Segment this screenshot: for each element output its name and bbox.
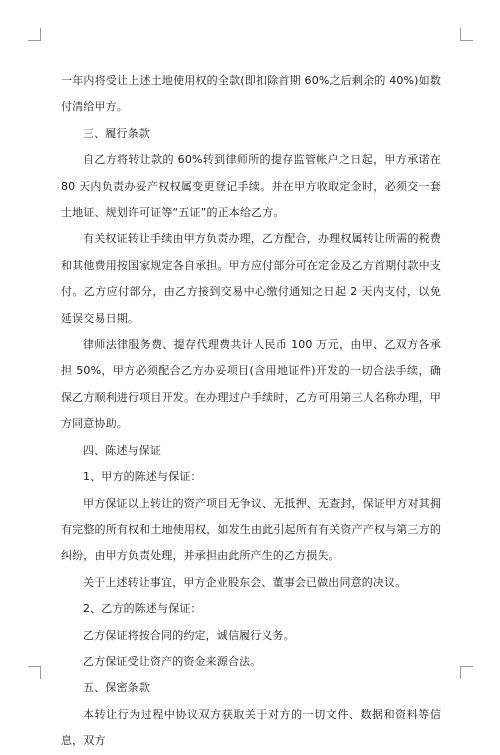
paragraph-party-b-performance: 乙方保证将按合同的约定，诚信履行义务。: [83, 628, 295, 642]
paragraph-payment-remainder: 一年内将受让上述土地使用权的全款(即扣除首期 60%之后剩余的 40%)如数付清给甲方。: [61, 74, 441, 114]
section-heading-performance: 三、履行条款: [83, 126, 150, 140]
crop-mark-bottom-left: [28, 666, 41, 679]
subheading-party-a-representations: 1、甲方的陈述与保证：: [83, 470, 202, 484]
paragraph-party-a-guarantee: 甲方保证以上转让的资产项目无争议、无抵押、无查封，保证甲方对其拥有完整的所有权和土地使用权，如发生由此引起所有有关资产产权与第三方的纠纷，由甲方负责处理，并承担由此所产生的乙方损失。: [61, 496, 441, 563]
subheading-party-b-representations: 2、乙方的陈述与保证：: [83, 602, 202, 616]
paragraph-board-resolution: 关于上述转让事宜，甲方企业股东会、董事会已做出同意的决议。: [83, 575, 407, 589]
section-heading-confidentiality: 五、保密条款: [83, 681, 150, 695]
paragraph-transfer-registration: 自乙方将转让款的 60%转到律师所的提存监管帐户之日起，甲方承诺在 80 天内负责办妥产权权属变更登记手续。并在甲方收取定金时，必须交一套土地证、规划许可证等“五证”的正本给乙方。: [61, 153, 441, 220]
paragraph-legal-service-fees: 律师法律服务费、提存代理费共计人民币 100 万元，由甲、乙双方各承担 50%，甲方必须配合乙方办妥项目(含用地证件)开发的一切合法手续，确保乙方顺利进行项目开发。在办理过户手续时，乙方可用第三人名称办理，甲方同意协助。: [61, 338, 441, 431]
paragraph-party-b-funds: 乙方保证受让资产的资金来源合法。: [83, 654, 262, 668]
paragraph-confidentiality-start: 本转让行为过程中协议双方获取关于对方的一切文件、数据和资料等信息，双方: [61, 707, 441, 748]
section-heading-representations: 四、陈述与保证: [83, 443, 162, 457]
document-body: [61, 68, 441, 755]
paragraph-title-transfer-fees: 有关权证转让手续由甲方负责办理，乙方配合，办理权属转让所需的税费和其他费用按国家规定各自承担。甲方应付部分可在定金及乙方首期付款中支付。乙方应付部分，由乙方接到交易中心缴付通知之日起 2 天内支付，以免延误交易日期。: [61, 232, 441, 325]
crop-mark-top-left: [28, 28, 41, 41]
crop-mark-top-right: [460, 28, 473, 41]
crop-mark-bottom-right: [460, 666, 473, 679]
